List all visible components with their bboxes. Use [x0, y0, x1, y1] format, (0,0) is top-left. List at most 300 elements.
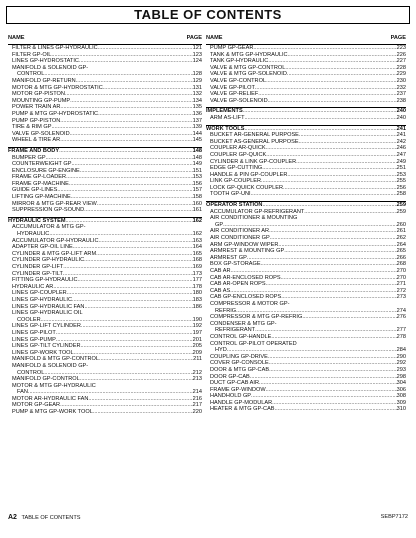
- toc-entry[interactable]: [206, 255, 406, 262]
- dot-leader: [266, 281, 397, 288]
- entry-name: COUNTERWEIGHT GP: [12, 161, 72, 168]
- entry-page: 256: [396, 184, 406, 191]
- dot-leader: [93, 409, 193, 416]
- entry-name: CONDENSER & MTG GP-: [210, 320, 277, 327]
- entry-name: CONTROL GP-HANDLE: [210, 333, 272, 340]
- dot-leader: [287, 71, 397, 78]
- entry-page: 277: [396, 327, 406, 334]
- toc-entry[interactable]: [8, 207, 202, 214]
- toc-entry[interactable]: [206, 275, 406, 282]
- entry-name: FILTER GP-OIL: [12, 51, 52, 58]
- dot-leader: [285, 65, 396, 72]
- entry-page: 216: [192, 395, 202, 402]
- toc-entry[interactable]: [206, 314, 406, 321]
- toc-entry[interactable]: [206, 159, 406, 166]
- dot-leader: [56, 337, 193, 344]
- toc-entry[interactable]: [8, 363, 202, 370]
- entry-page: 123: [192, 51, 202, 58]
- toc-entry[interactable]: [8, 304, 202, 311]
- dot-leader: [299, 132, 397, 139]
- toc-section[interactable]: [8, 147, 202, 155]
- entry-page: 158: [192, 194, 202, 201]
- entry-name: IMPLEMENTS: [206, 108, 243, 115]
- dot-leader: [99, 356, 193, 363]
- toc-entry[interactable]: [8, 277, 202, 284]
- toc-entry[interactable]: [8, 337, 202, 344]
- dot-leader: [269, 360, 397, 367]
- toc-section[interactable]: [206, 125, 406, 133]
- dot-leader: [262, 202, 396, 209]
- toc-entry[interactable]: [8, 231, 202, 238]
- entry-name: MOTOR & MTG GP-HYDRAULIC: [12, 382, 96, 389]
- toc-entry[interactable]: [8, 257, 202, 264]
- dot-leader: [97, 201, 193, 208]
- entry-name: BUCKET AR-GENERAL PURPOSE: [210, 132, 299, 139]
- toc-entry[interactable]: [8, 244, 202, 251]
- toc-entry[interactable]: [206, 354, 406, 361]
- entry-name: REFRIG: [215, 307, 237, 314]
- entry-page: 217: [192, 402, 202, 409]
- column-header: [8, 33, 202, 45]
- entry-name: VALVE GP-SOLENOID: [210, 97, 268, 104]
- dot-leader: [67, 290, 193, 297]
- entry-page: 247: [396, 151, 406, 158]
- entry-page: 151: [192, 167, 202, 174]
- dot-leader: [44, 370, 192, 377]
- entry-name: VALVE & MTG GP-SOLENOID: [210, 71, 287, 78]
- dot-leader: [261, 178, 397, 185]
- entry-page: 230: [396, 77, 406, 84]
- entry-name: REFRIGERANT: [215, 327, 256, 334]
- entry-name: LINES GP-HYDRAULIC FAN: [12, 303, 85, 310]
- entry-name: VALVE GP-CONTROL: [210, 77, 267, 84]
- dot-leader: [287, 172, 396, 179]
- dot-leader: [69, 181, 193, 188]
- entry-name: CAB AR: [210, 268, 231, 274]
- entry-name: COUPLER AR-QUICK: [210, 145, 266, 152]
- dot-leader: [60, 104, 192, 111]
- dot-leader: [250, 374, 397, 381]
- toc-entry[interactable]: [8, 155, 202, 162]
- dot-leader: [245, 115, 397, 122]
- toc-entry[interactable]: [206, 145, 406, 152]
- entry-page: 131: [192, 84, 202, 91]
- dot-leader: [266, 152, 396, 159]
- entry-page: 192: [192, 323, 202, 330]
- entry-page: 240: [396, 108, 406, 115]
- entry-name: CAB AS: [210, 287, 231, 294]
- dot-leader: [66, 174, 193, 181]
- toc-entry[interactable]: [8, 290, 202, 297]
- dot-leader: [60, 137, 192, 144]
- toc-entry[interactable]: [8, 330, 202, 337]
- dot-leader: [28, 389, 193, 396]
- entry-page: 145: [192, 137, 202, 144]
- dot-leader: [269, 367, 397, 374]
- toc-entry[interactable]: [8, 111, 202, 118]
- toc-entry[interactable]: [206, 301, 406, 308]
- entry-name: TIRE & RIM GP: [12, 124, 52, 131]
- toc-entry[interactable]: [206, 387, 406, 394]
- dot-leader: [60, 402, 193, 409]
- dot-leader: [281, 275, 397, 282]
- entry-name: PUMP & MTG GP-HYDROSTATIC: [12, 110, 99, 117]
- toc-entry[interactable]: [8, 52, 202, 59]
- entry-name: MANIFOLD & MTG GP-CONTROL: [12, 356, 100, 363]
- toc-entry[interactable]: [8, 181, 202, 188]
- dot-leader: [271, 334, 396, 341]
- entry-name: HYDRAULIC SYSTEM: [8, 217, 66, 224]
- toc-entry[interactable]: [206, 165, 406, 172]
- toc-entry[interactable]: [206, 58, 406, 65]
- entry-page: 265: [396, 248, 406, 255]
- entry-page: 271: [396, 281, 406, 288]
- entry-name: MIRROR & MTG GP-REAR VIEW: [12, 200, 97, 207]
- toc-column-left: [8, 33, 202, 416]
- toc-entry[interactable]: [206, 91, 406, 98]
- entry-name: FRAME GP-MACHINE: [12, 180, 69, 187]
- toc-entry[interactable]: [206, 52, 406, 59]
- entry-name: HYDRAULIC AR: [12, 283, 54, 290]
- entry-name: ARMREST GP: [210, 254, 247, 261]
- toc-entry[interactable]: [206, 321, 406, 328]
- toc-entry[interactable]: [206, 380, 406, 387]
- toc-entry[interactable]: [8, 118, 202, 125]
- entry-name: LINES GP-LIFT CYLINDER: [12, 323, 81, 330]
- entry-name: TOOTH GP-UNI: [210, 191, 251, 198]
- entry-page: 226: [396, 51, 406, 58]
- toc-entry[interactable]: [206, 347, 406, 354]
- entry-page: 137: [192, 117, 202, 124]
- footer-title: TABLE OF CONTENTS: [21, 515, 81, 521]
- toc-entry[interactable]: [8, 251, 202, 258]
- toc-entry[interactable]: [8, 131, 202, 138]
- toc-entry[interactable]: [8, 317, 202, 324]
- toc-entry[interactable]: [206, 215, 406, 222]
- toc-entry[interactable]: [8, 71, 202, 78]
- toc-entry[interactable]: [206, 261, 406, 268]
- toc-entry[interactable]: [206, 209, 406, 216]
- entry-page: 278: [396, 333, 406, 340]
- entry-name: PUMP GP-PISTON: [12, 117, 61, 124]
- entry-name: LINES GP-PUMP: [12, 336, 56, 343]
- toc-entry[interactable]: [206, 334, 406, 341]
- entry-page: 261: [396, 228, 406, 235]
- entry-name: ACCUMULATOR GP-HYDRAULIC: [12, 237, 99, 244]
- document-code: SEBP7172: [380, 514, 408, 520]
- entry-page: 270: [396, 274, 406, 281]
- toc-entry[interactable]: [8, 297, 202, 304]
- entry-page: 132: [192, 91, 202, 98]
- toc-entry[interactable]: [206, 185, 406, 192]
- entry-page: 148: [192, 147, 202, 154]
- entry-name: COOLER: [17, 316, 41, 323]
- entry-page: 163: [192, 237, 202, 244]
- toc-entry[interactable]: [8, 343, 202, 350]
- entry-name: BUMPER GP: [12, 154, 46, 161]
- entry-page: 268: [396, 261, 406, 268]
- toc-entry[interactable]: [8, 238, 202, 245]
- toc-entry[interactable]: [206, 393, 406, 400]
- dot-leader: [253, 45, 396, 52]
- entry-page: 251: [396, 165, 406, 172]
- entry-name: LINES GP-COUPLER: [12, 290, 67, 297]
- dot-leader: [51, 124, 192, 131]
- entry-name: LIFTING GP-MACHINE: [12, 194, 71, 201]
- entry-page: 227: [396, 58, 406, 65]
- toc-entry[interactable]: [8, 264, 202, 271]
- entry-page: 128: [192, 71, 202, 78]
- entry-page: 249: [396, 158, 406, 165]
- entry-name: FRAME AND BODY: [8, 147, 60, 154]
- toc-entry[interactable]: [206, 139, 406, 146]
- entry-page: 260: [396, 221, 406, 228]
- entry-page: 310: [396, 406, 406, 413]
- toc-entry[interactable]: [8, 396, 202, 403]
- toc-entry[interactable]: [8, 124, 202, 131]
- dot-leader: [88, 396, 192, 403]
- entry-page: 136: [192, 110, 202, 117]
- dot-leader: [79, 58, 193, 65]
- entry-page: 264: [396, 241, 406, 248]
- entry-page: 148: [192, 154, 202, 161]
- entry-name: BOX GP-STORAGE: [210, 261, 261, 268]
- toc-entry[interactable]: [8, 284, 202, 291]
- entry-name: WORK TOOLS: [206, 125, 245, 132]
- toc-entry[interactable]: [206, 327, 406, 334]
- dot-leader: [51, 52, 192, 59]
- entry-name: HANDLE GP-MODULAR: [210, 399, 273, 406]
- entry-page: 162: [192, 231, 202, 238]
- toc-entry[interactable]: [206, 85, 406, 92]
- toc-entry[interactable]: [8, 65, 202, 72]
- toc-entry[interactable]: [8, 271, 202, 278]
- toc-entry[interactable]: [8, 174, 202, 181]
- entry-page: 209: [192, 349, 202, 356]
- toc-section[interactable]: [206, 107, 406, 115]
- dot-leader: [275, 406, 397, 413]
- toc-entry[interactable]: [206, 248, 406, 255]
- toc-entry[interactable]: [206, 222, 406, 229]
- toc-entry[interactable]: [206, 191, 406, 198]
- entry-name: LINES GP-PILOT: [12, 329, 56, 336]
- toc-entry[interactable]: [8, 224, 202, 231]
- dot-leader: [81, 323, 193, 330]
- dot-leader: [70, 98, 193, 105]
- entry-name: FAN: [17, 389, 28, 396]
- entry-name: COMPRESSOR & MOTOR GP-: [210, 300, 290, 307]
- entry-name: CAB AR-ENCLOSED ROPS: [210, 274, 281, 281]
- entry-page: 129: [192, 77, 202, 84]
- entry-page: 272: [396, 287, 406, 294]
- entry-name: CYLINDER GP-HYDRAULIC: [12, 257, 85, 264]
- toc-entry[interactable]: [206, 308, 406, 315]
- entry-name: CONTROL GP-PILOT OPERATED: [210, 340, 297, 347]
- entry-name: LINES GP-WORK TOOL: [12, 349, 74, 356]
- toc-entry[interactable]: [8, 168, 202, 175]
- entry-name: MOTOR AR-HYDRAULIC FAN: [12, 395, 89, 402]
- dot-leader: [84, 207, 193, 214]
- dot-leader: [258, 91, 396, 98]
- dot-leader: [66, 218, 193, 225]
- entry-page: 306: [396, 386, 406, 393]
- toc-entry[interactable]: [206, 115, 406, 122]
- toc-entry[interactable]: [8, 187, 202, 194]
- dot-leader: [80, 168, 193, 175]
- toc-entry[interactable]: [8, 85, 202, 92]
- toc-entry[interactable]: [206, 367, 406, 374]
- entry-name: MOUNTING GP-PUMP: [12, 97, 71, 104]
- dot-leader: [70, 131, 193, 138]
- toc-entry[interactable]: [8, 104, 202, 111]
- dot-leader: [227, 347, 397, 354]
- entry-name: EDGE GP-CUTTING: [210, 165, 263, 172]
- entry-page: 246: [396, 145, 406, 152]
- entry-name: LINES GP-TILT CYLINDER: [12, 343, 81, 350]
- toc-entry[interactable]: [206, 400, 406, 407]
- toc-entry[interactable]: [206, 65, 406, 72]
- entry-page: 157: [192, 187, 202, 194]
- toc-entry[interactable]: [8, 98, 202, 105]
- toc-entry[interactable]: [8, 58, 202, 65]
- toc-entry[interactable]: [8, 201, 202, 208]
- entry-name: VALVE GP-SOLENOID: [12, 130, 70, 137]
- entry-name: LOCK GP-QUICK COUPLER: [210, 184, 284, 191]
- dot-leader: [270, 235, 397, 242]
- toc-entry[interactable]: [206, 172, 406, 179]
- toc-entry[interactable]: [8, 356, 202, 363]
- entry-name: ACCUMULATOR GP-REFRIGERANT: [210, 208, 305, 215]
- entry-name: AIR CONDITIONER AR: [210, 228, 270, 235]
- dot-leader: [283, 185, 397, 192]
- toc-entry[interactable]: [206, 360, 406, 367]
- toc-entry[interactable]: [206, 45, 406, 52]
- entry-page: 165: [192, 250, 202, 257]
- name-header: NAME: [8, 35, 25, 41]
- entry-page: 164: [192, 244, 202, 251]
- toc-entry[interactable]: [206, 288, 406, 295]
- entry-page: 213: [192, 376, 202, 383]
- toc-entry[interactable]: [206, 242, 406, 249]
- toc-entry[interactable]: [8, 194, 202, 201]
- entry-name: MOTOR & MTG GP-HYDROSTATIC: [12, 84, 103, 91]
- entry-name: CYLINDER & LINK GP-COUPLER: [210, 158, 297, 165]
- entry-name: CAB GP-ENCLOSED ROPS: [210, 294, 282, 301]
- entry-page: 178: [192, 283, 202, 290]
- dot-leader: [71, 161, 192, 168]
- entry-page: 253: [396, 171, 406, 178]
- dot-leader: [268, 354, 397, 361]
- toc-entry[interactable]: [206, 374, 406, 381]
- toc-entry[interactable]: [8, 323, 202, 330]
- entry-name: WHEEL & TIRE AR: [12, 137, 61, 144]
- dot-leader: [236, 308, 397, 315]
- toc-entry[interactable]: [206, 78, 406, 85]
- entry-page: 232: [396, 84, 406, 91]
- entry-page: 298: [396, 373, 406, 380]
- toc-entry[interactable]: [206, 71, 406, 78]
- dot-leader: [65, 91, 193, 98]
- entry-page: 266: [396, 254, 406, 261]
- dot-leader: [278, 242, 396, 249]
- entry-page: 293: [396, 366, 406, 373]
- toc-entry[interactable]: [206, 98, 406, 105]
- toc-entry[interactable]: [8, 310, 202, 317]
- toc-entry[interactable]: [8, 350, 202, 357]
- dot-leader: [46, 155, 193, 162]
- entry-name: HYD: [215, 347, 227, 354]
- entry-page: 304: [396, 380, 406, 387]
- entry-name: OPERATOR STATION: [206, 202, 263, 209]
- entry-page: 276: [396, 314, 406, 321]
- toc-entry[interactable]: [206, 132, 406, 139]
- entry-name: COMPRESSOR & MTG GP-REFRIG: [210, 314, 303, 321]
- toc-entry[interactable]: [8, 161, 202, 168]
- entry-page: 121: [192, 45, 202, 51]
- page-header: PAGE: [186, 35, 202, 41]
- toc-entry[interactable]: [8, 91, 202, 98]
- toc-entry[interactable]: [8, 409, 202, 416]
- dot-leader: [56, 330, 193, 337]
- toc-entry[interactable]: [206, 178, 406, 185]
- toc-entry[interactable]: [8, 137, 202, 144]
- dot-leader: [255, 327, 397, 334]
- entry-page: 156: [192, 180, 202, 187]
- entry-page: 270: [396, 268, 406, 274]
- toc-entry[interactable]: [8, 45, 202, 52]
- toc-entry[interactable]: [206, 406, 406, 413]
- dot-leader: [266, 145, 397, 152]
- entry-name: LINES GP-HYDROSTATIC: [12, 58, 79, 65]
- toc-entry[interactable]: [8, 78, 202, 85]
- entry-page: 262: [396, 235, 406, 242]
- entry-name: ARMREST & MOUNTING GP: [210, 248, 285, 255]
- dot-leader: [57, 187, 192, 194]
- column-header: [206, 33, 406, 45]
- entry-name: GP: [215, 221, 224, 228]
- entry-page: 124: [192, 58, 202, 65]
- toc-entry[interactable]: [8, 389, 202, 396]
- toc-entry[interactable]: [206, 268, 406, 275]
- entry-page: 205: [192, 343, 202, 350]
- entry-name: CYLINDER GP-LIFT: [12, 264, 64, 270]
- toc-entry[interactable]: [206, 152, 406, 159]
- entry-page: 139: [192, 124, 202, 131]
- entry-name: LINES GP-HYDRAULIC: [12, 296, 72, 303]
- toc-entry[interactable]: [8, 370, 202, 377]
- dot-leader: [266, 387, 397, 394]
- toc-entry[interactable]: [206, 294, 406, 301]
- dot-leader: [304, 209, 396, 216]
- toc-entry[interactable]: [8, 383, 202, 390]
- dot-leader: [98, 111, 193, 118]
- page-footer: [8, 514, 408, 521]
- toc-section[interactable]: [8, 217, 202, 225]
- entry-page: 211: [193, 356, 202, 363]
- page-title: TABLE OF CONTENTS: [6, 6, 410, 24]
- toc-entry[interactable]: [8, 376, 202, 383]
- entry-page: 197: [192, 329, 202, 336]
- toc-entry[interactable]: [206, 281, 406, 288]
- dot-leader: [60, 118, 192, 125]
- toc-section[interactable]: [206, 201, 406, 209]
- dot-leader: [41, 317, 193, 324]
- toc-entry[interactable]: [206, 235, 406, 242]
- toc-entry[interactable]: [206, 228, 406, 235]
- entry-name: ENCLOSURE GP-ENGINE: [12, 167, 80, 174]
- toc-entry[interactable]: [206, 341, 406, 348]
- toc-entry[interactable]: [8, 402, 202, 409]
